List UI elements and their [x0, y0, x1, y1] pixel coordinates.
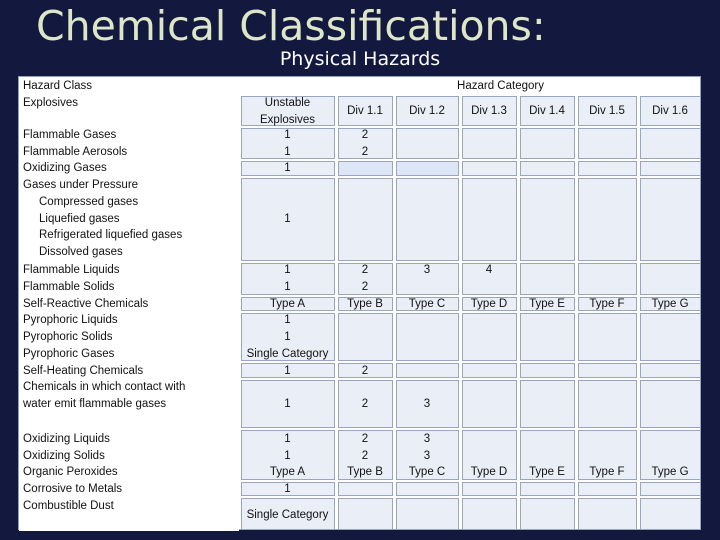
hazard-class-label: Dissolved gases	[39, 246, 123, 258]
hazard-class-label: Organic Peroxides	[23, 466, 118, 479]
hazard-category-value: 2	[361, 281, 369, 293]
hazard-class-label: Pyrophoric Gases	[23, 348, 115, 360]
hazard-category-value: 3	[423, 449, 431, 462]
hazard-category-value: 2	[361, 433, 369, 445]
hazard-category-value: Type G	[651, 466, 689, 479]
hazard-category-value: 1	[284, 162, 291, 175]
hazard-category-value: 1	[284, 483, 291, 495]
hazard-category-value: Type F	[589, 297, 625, 310]
hazard-category-value: 4	[485, 264, 493, 276]
hazard-grid	[19, 77, 702, 531]
table-cell-bg	[338, 498, 393, 530]
table-cell-bg	[462, 363, 517, 378]
hazard-category-value: 2	[361, 449, 369, 462]
hazard-category-value: Type E	[529, 466, 565, 479]
hazard-category-value: 2	[361, 145, 369, 158]
hazard-category-value: Type C	[408, 297, 446, 310]
table-cell-bg	[338, 161, 393, 176]
table-cell-bg	[462, 380, 517, 428]
table-cell-bg	[520, 161, 575, 176]
hazard-class-label: Oxidizing Liquids	[23, 433, 110, 445]
hazard-category-value: 2	[361, 264, 369, 276]
hazard-category-value: 3	[423, 433, 431, 445]
hazard-category-value: Div 1.4	[529, 105, 565, 117]
hazard-table	[18, 76, 701, 530]
table-cell-bg	[520, 178, 575, 261]
hazard-class-header: Hazard Class	[23, 80, 93, 92]
table-cell-bg	[640, 482, 701, 496]
hazard-category-value: Type B	[347, 466, 383, 479]
hazard-category-value: 3	[423, 398, 431, 411]
table-cell-bg	[578, 178, 637, 261]
page-title: Chemical Classifications:	[36, 2, 546, 50]
hazard-class-label: Oxidizing Solids	[23, 449, 105, 462]
hazard-category-value: 1	[284, 129, 291, 141]
hazard-class-label: Pyrophoric Solids	[23, 331, 113, 343]
hazard-category-value: 1	[284, 212, 291, 225]
hazard-class-label: Self-Heating Chemicals	[23, 364, 144, 377]
hazard-class-label: Flammable Aerosols	[23, 145, 128, 158]
hazard-category-value: Type A	[269, 466, 306, 479]
hazard-category-value: 1	[284, 264, 291, 276]
table-cell-bg	[396, 363, 459, 378]
table-cell-bg	[338, 482, 393, 496]
table-cell-bg	[462, 128, 517, 159]
hazard-category-value: 1	[284, 314, 291, 327]
hazard-category-value: Type D	[470, 297, 508, 310]
hazard-category-value: Div 1.1	[347, 105, 383, 117]
hazard-category-value: Type G	[651, 297, 689, 310]
hazard-category-value: Type E	[529, 297, 565, 310]
table-cell-bg	[578, 380, 637, 428]
hazard-class-label: Combustible Dust	[23, 500, 114, 512]
table-cell-bg	[520, 263, 575, 295]
hazard-class-label: Gases under Pressure	[23, 179, 139, 191]
table-cell-bg	[578, 263, 637, 295]
table-cell-bg	[520, 482, 575, 496]
hazard-category-value: 1	[284, 449, 291, 462]
table-cell-bg	[640, 178, 701, 261]
hazard-category-value: Div 1.2	[409, 105, 445, 117]
table-cell-bg	[462, 161, 517, 176]
hazard-class-label: Corrosive to Metals	[23, 483, 123, 495]
hazard-class-label: Pyrophoric Liquids	[23, 314, 118, 327]
hazard-category-value: 3	[423, 264, 431, 276]
table-cell-bg	[640, 363, 701, 378]
hazard-category-value: 1	[284, 145, 291, 158]
hazard-category-value: 1	[284, 364, 291, 377]
hazard-category-value: 2	[361, 398, 369, 411]
table-cell-bg	[640, 380, 701, 428]
table-cell-bg	[396, 128, 459, 159]
hazard-class-label: Refrigerated liquefied gases	[39, 229, 183, 242]
hazard-class-label: Flammable Gases	[23, 129, 117, 141]
hazard-class-label: Self-Reactive Chemicals	[23, 297, 149, 310]
table-cell-bg	[640, 161, 701, 176]
hazard-category-value: Type C	[408, 466, 446, 479]
hazard-category-value: 1	[284, 433, 291, 445]
hazard-category-value: 2	[361, 364, 369, 377]
table-cell-bg	[520, 380, 575, 428]
table-cell-bg	[396, 178, 459, 261]
table-cell-bg	[462, 482, 517, 496]
hazard-category-value: Single Category	[246, 348, 329, 360]
table-cell-bg	[578, 313, 637, 361]
table-cell-bg	[578, 482, 637, 496]
table-cell-bg	[640, 263, 701, 295]
hazard-class-label: Oxidizing Gases	[23, 162, 107, 175]
hazard-class-label: Flammable Solids	[23, 281, 115, 293]
hazard-category-value: Type F	[589, 466, 625, 479]
table-cell-bg	[578, 498, 637, 530]
hazard-category-value: Unstable Explosives	[260, 97, 315, 126]
page-subtitle: Physical Hazards	[279, 48, 441, 70]
table-cell-bg	[396, 313, 459, 361]
table-cell-bg	[640, 313, 701, 361]
table-cell-bg	[462, 498, 517, 530]
hazard-class-label: Explosives	[23, 97, 78, 109]
table-cell-bg	[520, 313, 575, 361]
hazard-category-value: Type A	[269, 297, 306, 310]
table-cell-bg	[338, 178, 393, 261]
hazard-category-value: Single Category	[246, 509, 329, 521]
table-cell-bg	[578, 363, 637, 378]
hazard-category-value: Type B	[347, 297, 383, 310]
hazard-class-label: Compressed gases	[39, 196, 139, 208]
table-cell-bg	[462, 313, 517, 361]
table-cell-bg	[520, 498, 575, 530]
table-cell-bg	[462, 178, 517, 261]
table-cell-bg	[396, 482, 459, 496]
hazard-category-value: Div 1.3	[471, 105, 507, 117]
hazard-category-value: Type D	[470, 466, 508, 479]
table-cell-bg	[640, 128, 701, 159]
hazard-category-value: 1	[284, 281, 291, 293]
table-cell-bg	[520, 363, 575, 378]
table-cell-bg	[396, 161, 459, 176]
table-cell-bg	[578, 161, 637, 176]
hazard-category-value: Div 1.5	[589, 105, 625, 117]
table-cell-bg	[640, 498, 701, 530]
table-cell-bg	[520, 128, 575, 159]
hazard-class-label: Liquefied gases	[39, 212, 120, 225]
table-cell-bg	[338, 313, 393, 361]
table-cell-bg	[578, 128, 637, 159]
hazard-category-header: Hazard Category	[457, 80, 544, 92]
hazard-category-value: Div 1.6	[652, 105, 688, 117]
hazard-class-label: Chemicals in which contact with water emit flammable gases	[23, 381, 186, 411]
hazard-category-value: 1	[284, 398, 291, 411]
hazard-class-label: Flammable Liquids	[23, 264, 120, 276]
hazard-category-value: 2	[361, 129, 369, 141]
hazard-category-value: 1	[284, 331, 291, 343]
table-cell-bg	[396, 498, 459, 530]
